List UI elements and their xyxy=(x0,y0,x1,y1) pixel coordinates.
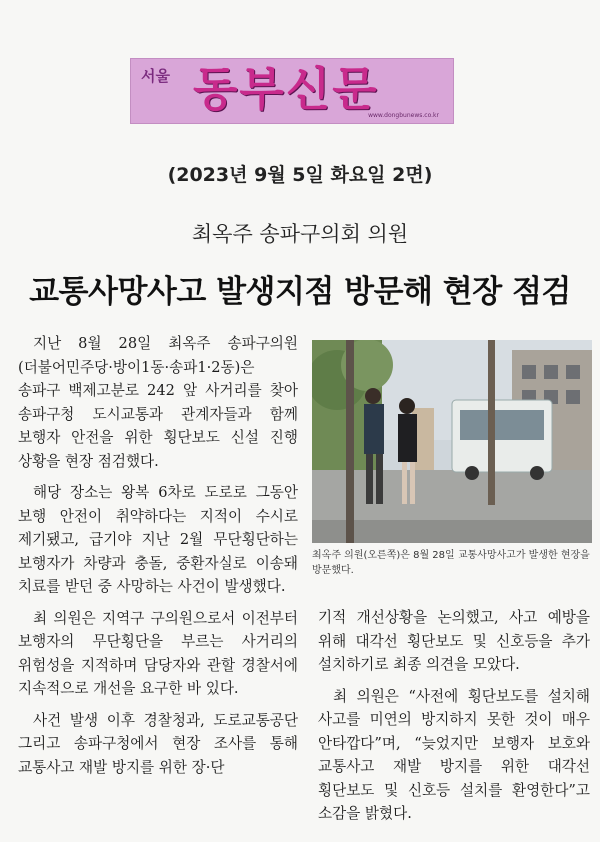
news-photo xyxy=(312,340,592,543)
dateline: (2023년 9월 5일 화요일 2면) xyxy=(167,164,433,186)
article-paragraph: 최 의원은 “사전에 횡단보도를 설치해 사고를 미연의 방지하지 못한 것이 매우 안타깝다”며, “늦었지만 보행자 보호와 교통사고 재발 방지를 위한 대각선 횡단보도 및 신호등 설치를 환영한다”고 소감을 밝혔다. xyxy=(318,687,590,822)
article-paragraph: 사건 발생 이후 경찰청과, 도로교통공단 그리고 송파구청에서 현장 조사를 통해 교통사고 재발 방지를 위한 장·단 xyxy=(18,711,298,776)
subhead: 최옥주 송파구의회 의원 xyxy=(191,222,409,246)
street-scene-illustration xyxy=(312,340,592,543)
article-paragraph: 해당 장소는 왕복 6차로 도로로 그동안 보행 안전이 취약하다는 지적이 수시로 제기됐고, 급기야 지난 2월 무단횡단하는 보행자가 차량과 충돌, 중환자실로 이송돼 치료를 받던 중 사망하는 사건이 발생했다. xyxy=(18,484,298,595)
masthead xyxy=(130,58,454,124)
photo-caption: 최옥주 의원(오른쪽)은 8월 28일 교통사망사고가 발생한 현장을 방문했다. xyxy=(312,550,590,576)
masthead-title: 동부신문 xyxy=(193,62,379,116)
article-paragraph: 지난 8월 28일 최옥주 송파구의원(더불어민주당·방이1동·송파1·2동)은 송파구 백제고분로 242 앞 사거리를 찾아 송파구청 도시교통과 관계자들과 함께 보행자 안전을 위한 횡단보도 신설 진행 상황을 현장 점검했다. xyxy=(18,335,298,470)
masthead-small-label: 서울 xyxy=(141,67,170,85)
article-left-column xyxy=(18,332,298,787)
masthead-url: www.dongbunews.co.kr xyxy=(368,112,439,119)
article-right-column xyxy=(318,606,590,834)
headline: 교통사망사고 발생지점 방문해 현장 점검 xyxy=(29,274,571,310)
article-paragraph: 기적 개선상황을 논의했고, 사고 예방을 위해 대각선 횡단보도 및 신호등을 추가 설치하기로 최종 의견을 모았다. xyxy=(318,609,590,673)
article-paragraph: 최 의원은 지역구 구의원으로서 이전부터 보행자의 무단횡단을 부르는 사거리의 위험성을 지적하며 담당자와 관할 경찰서에 지속적으로 개선을 요구한 바 있다. xyxy=(18,609,298,697)
